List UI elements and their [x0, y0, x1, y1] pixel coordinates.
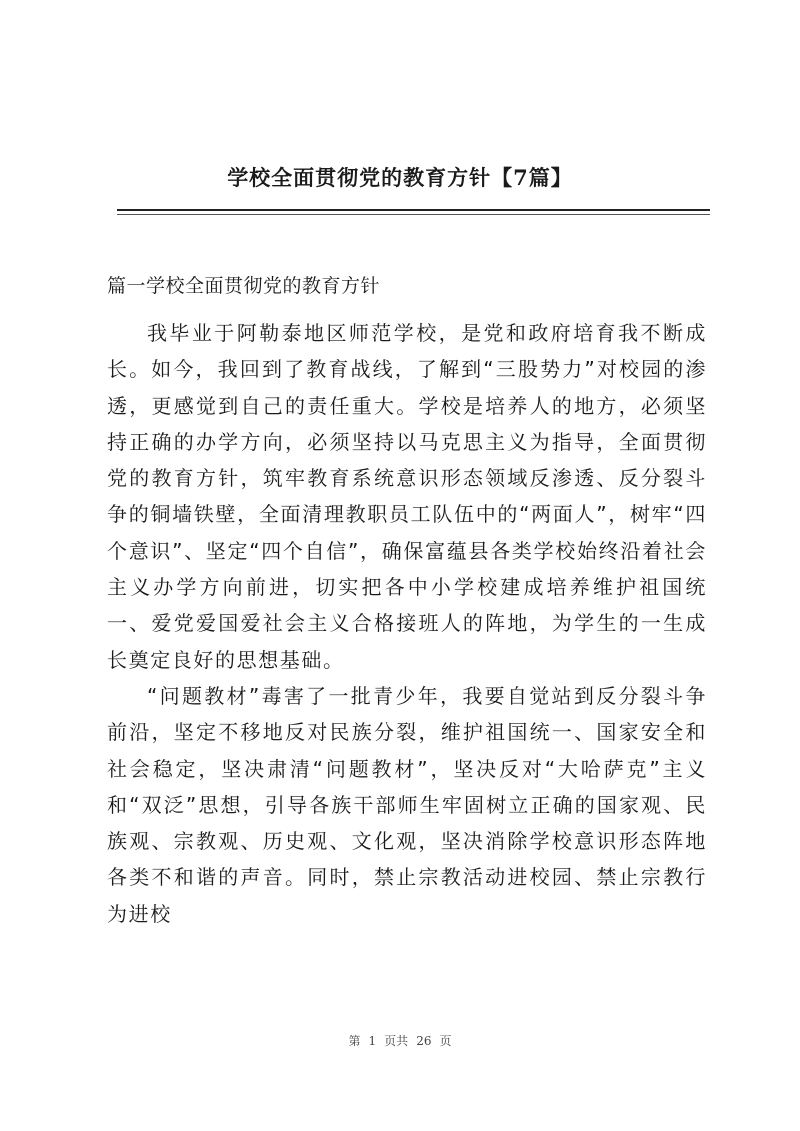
paragraph: “问题教材”毒害了一批青少年，我要自觉站到反分裂斗争前沿，坚定不移地反对民族分裂，维护祖国统一、国家安全和社会稳定，坚决肃清“问题教材”，坚决反对“大哈萨克”主义和“双泛”思想，引导各族干部师生牢固树立正确的国家观、民族观、宗教观、历史观、文化观，坚决消除学校意识形态阵地各类不和谐的声音。同时，禁止宗教活动进校园、禁止宗教行为进校 [107, 683, 707, 926]
footer-prefix: 第 [348, 1034, 361, 1048]
paragraph: 我毕业于阿勒泰地区师范学校，是党和政府培育我不断成长。如今，我回到了教育战线，了解到“三股势力”对校园的渗透，更感觉到自己的责任重大。学校是培养人的地方，必须坚持正确的办学方向，必须坚持以马克思主义为指导，全面贯彻党的教育方针，筑牢教育系统意识形态领域反渗透、反分裂斗争的铜墙铁壁，全面清理教职员工队伍中的“两面人”，树牢“四个意识”、坚定“四个自信”，确保富蕴县各类学校始终沿着社会主义办学方向前进，切实把各中小学校建成培养维护祖国统一、爱党爱国爱社会主义合格接班人的阵地，为学生的一生成长奠定良好的思想基础。 [107, 321, 707, 672]
total-pages-number: 26 [416, 1034, 432, 1048]
page-footer [0, 1033, 800, 1049]
current-page-number: 1 [368, 1034, 377, 1048]
section-heading: 篇一学校全面贯彻党的教育方针 [107, 275, 381, 297]
footer-mid: 页共 [384, 1034, 409, 1048]
title-divider-thin [117, 214, 710, 215]
document-title: 学校全面贯彻党的教育方针【7篇】 [227, 165, 573, 190]
document-body [107, 315, 707, 932]
footer-suffix: 页 [439, 1034, 452, 1048]
title-divider [117, 209, 710, 211]
